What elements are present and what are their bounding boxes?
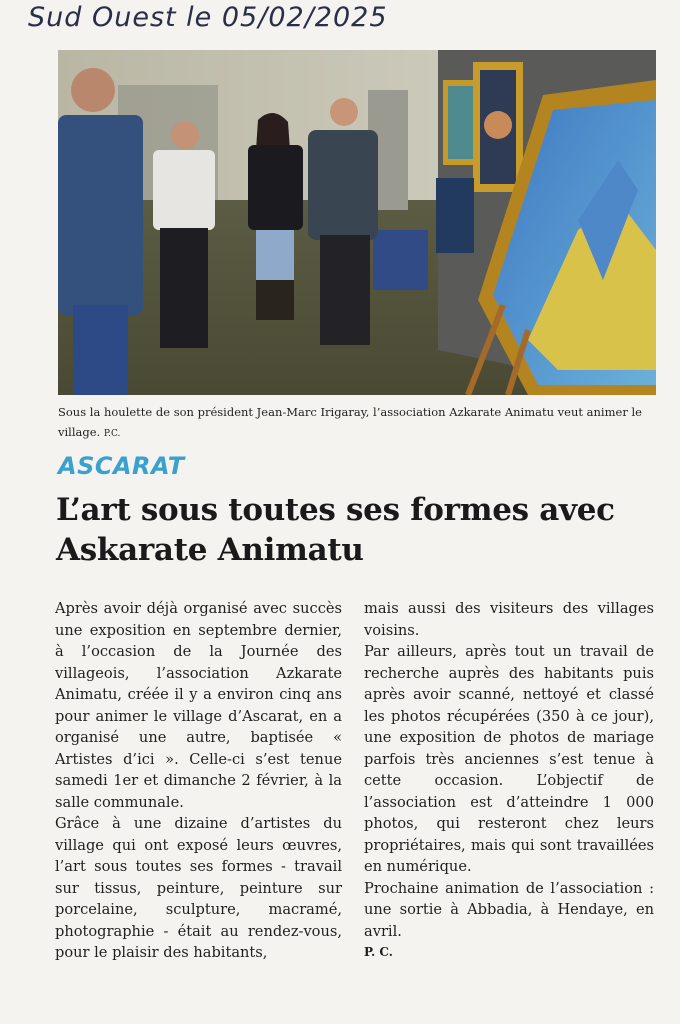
paragraph: Après avoir déjà organisé avec succès une exposition en septembre dernier, à l’occasion de la Journée des villageois, l’association Azkarate Animatu, créée il y a environ cinq ans pour animer le village d’Ascarat, en a organisé une autre, baptisée « Artistes d’ici ». Celle-ci s’est tenue samedi 1er et dimanche 2 février, à la salle communale. xyxy=(55,600,342,811)
author-signature: P. C. xyxy=(364,945,393,959)
article-photo xyxy=(58,50,656,395)
paragraph: Grâce à une dizaine d’artistes du village qui ont exposé leurs œuvres, l’art sous toutes ses formes - travail sur tissus, peinture, peinture sur porcelaine, sculpture, macramé, photographie - était au rendez-vous, pour le plaisir des habitants, xyxy=(55,815,342,961)
paragraph: Par ailleurs, après tout un travail de recherche auprès des habitants puis après avoir scanné, nettoyé et classé les photos récupérées (350 à ce jour), une exposition de photos de mariage parfois très anciennes s’est tenue à cette occasion. L’objectif de l’association est d’atteindre 1 000 photos, qui resteront chez leurs propriétaires, mais qui sont travaillées en numérique. xyxy=(364,643,654,875)
handwritten-date-note: Sud Ouest le 05/02/2025 xyxy=(28,2,388,33)
photo-caption xyxy=(58,402,658,444)
article-column-2 xyxy=(364,598,654,964)
location-rubric: ASCARAT xyxy=(58,452,185,480)
paragraph: mais aussi des visiteurs des villages voisins. xyxy=(364,600,654,639)
article-headline: L’art sous toutes ses formes avec Askarate Animatu xyxy=(56,492,615,568)
article-column-1 xyxy=(55,598,342,964)
paragraph: Prochaine animation de l’association : une sortie à Abbadia, à Hendaye, en avril. xyxy=(364,879,654,940)
caption-text: Sous la houlette de son président Jean-Marc Irigaray, l’association Azkarate Animatu veut animer le village. xyxy=(58,405,642,439)
caption-credit: P.C. xyxy=(103,429,121,439)
